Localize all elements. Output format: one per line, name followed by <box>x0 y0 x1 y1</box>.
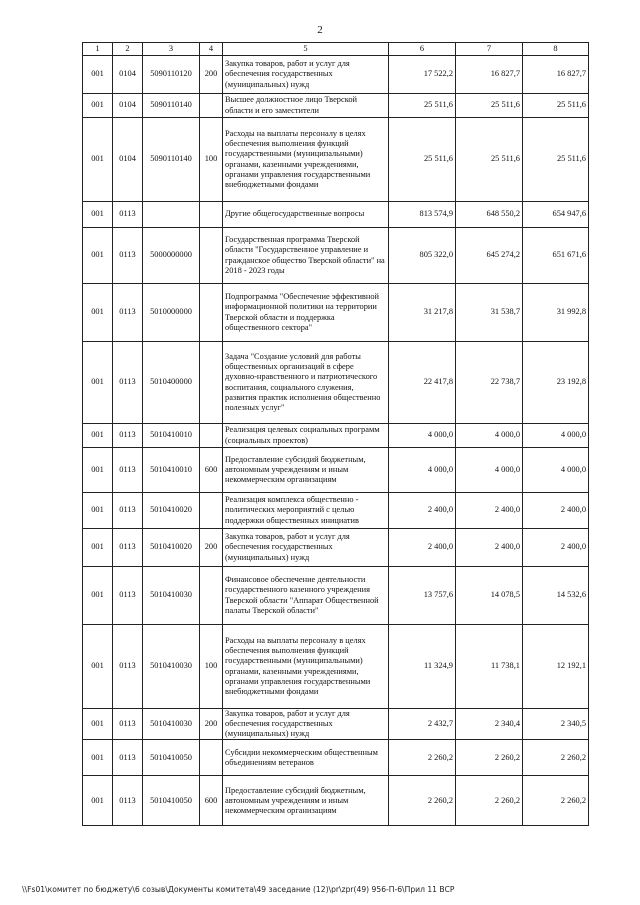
header-col-8: 8 <box>523 43 589 56</box>
description-cell: Высшее должностное лицо Тверской области и его заместители <box>223 94 389 118</box>
section-code-cell: 0113 <box>113 228 143 284</box>
amount-col6-cell: 2 400,0 <box>389 493 456 529</box>
amount-col6-cell: 4 000,0 <box>389 448 456 493</box>
ministry-code-cell: 001 <box>83 202 113 228</box>
expense-type-cell <box>200 493 223 529</box>
amount-col7-cell: 2 260,2 <box>456 776 523 826</box>
expense-type-cell <box>200 424 223 448</box>
amount-col8-cell: 16 827,7 <box>523 56 589 94</box>
target-item-cell: 5010400000 <box>143 342 200 424</box>
header-col-5: 5 <box>223 43 389 56</box>
amount-col6-cell: 2 260,2 <box>389 740 456 776</box>
table-header-row <box>83 43 589 56</box>
table-row <box>83 625 589 709</box>
ministry-code-cell: 001 <box>83 448 113 493</box>
amount-col8-cell: 23 192,8 <box>523 342 589 424</box>
header-col-1: 1 <box>83 43 113 56</box>
target-item-cell: 5010410030 <box>143 567 200 625</box>
amount-col6-cell: 805 322,0 <box>389 228 456 284</box>
expense-type-cell: 100 <box>200 118 223 202</box>
amount-col7-cell: 645 274,2 <box>456 228 523 284</box>
amount-col7-cell: 25 511,6 <box>456 94 523 118</box>
table-row <box>83 776 589 826</box>
target-item-cell: 5010410050 <box>143 776 200 826</box>
section-code-cell: 0113 <box>113 567 143 625</box>
section-code-cell: 0104 <box>113 94 143 118</box>
target-item-cell: 5090110140 <box>143 94 200 118</box>
ministry-code-cell: 001 <box>83 625 113 709</box>
amount-col7-cell: 4 000,0 <box>456 424 523 448</box>
expense-type-cell <box>200 202 223 228</box>
ministry-code-cell: 001 <box>83 342 113 424</box>
expense-type-cell <box>200 284 223 342</box>
budget-table <box>82 42 589 826</box>
amount-col7-cell: 648 550,2 <box>456 202 523 228</box>
amount-col6-cell: 2 432,7 <box>389 709 456 740</box>
section-code-cell: 0104 <box>113 118 143 202</box>
description-cell: Закупка товаров, работ и услуг для обеспечения государственных (муниципальных) нужд <box>223 709 389 740</box>
table-row <box>83 493 589 529</box>
target-item-cell <box>143 202 200 228</box>
description-cell: Реализация целевых социальных программ (социальных проектов) <box>223 424 389 448</box>
section-code-cell: 0113 <box>113 740 143 776</box>
expense-type-cell <box>200 567 223 625</box>
description-cell: Реализация комплекса общественно - политических мероприятий с целью поддержки общественных инициатив <box>223 493 389 529</box>
table-row <box>83 567 589 625</box>
expense-type-cell: 100 <box>200 625 223 709</box>
amount-col8-cell: 14 532,6 <box>523 567 589 625</box>
description-cell: Другие общегосударственные вопросы <box>223 202 389 228</box>
ministry-code-cell: 001 <box>83 56 113 94</box>
target-item-cell: 5010410050 <box>143 740 200 776</box>
ministry-code-cell: 001 <box>83 118 113 202</box>
amount-col8-cell: 12 192,1 <box>523 625 589 709</box>
amount-col7-cell: 2 340,4 <box>456 709 523 740</box>
amount-col8-cell: 25 511,6 <box>523 118 589 202</box>
section-code-cell: 0113 <box>113 342 143 424</box>
ministry-code-cell: 001 <box>83 567 113 625</box>
description-cell: Расходы на выплаты персоналу в целях обеспечения выполнения функций государственными (муниципальными) органами, казенными учреждениями, органами управления государственными внебюджетными фондами <box>223 625 389 709</box>
target-item-cell: 5090110120 <box>143 56 200 94</box>
section-code-cell: 0113 <box>113 424 143 448</box>
header-col-6: 6 <box>389 43 456 56</box>
expense-type-cell: 200 <box>200 709 223 740</box>
table-row <box>83 740 589 776</box>
amount-col8-cell: 651 671,6 <box>523 228 589 284</box>
expense-type-cell <box>200 94 223 118</box>
expense-type-cell: 600 <box>200 776 223 826</box>
amount-col7-cell: 2 400,0 <box>456 529 523 567</box>
target-item-cell: 5010410010 <box>143 424 200 448</box>
header-col-2: 2 <box>113 43 143 56</box>
target-item-cell: 5010410030 <box>143 625 200 709</box>
section-code-cell: 0104 <box>113 56 143 94</box>
table-row <box>83 228 589 284</box>
target-item-cell: 5010410020 <box>143 529 200 567</box>
table-row <box>83 118 589 202</box>
amount-col6-cell: 2 260,2 <box>389 776 456 826</box>
amount-col7-cell: 14 078,5 <box>456 567 523 625</box>
ministry-code-cell: 001 <box>83 424 113 448</box>
section-code-cell: 0113 <box>113 625 143 709</box>
table-row <box>83 202 589 228</box>
amount-col6-cell: 13 757,6 <box>389 567 456 625</box>
amount-col6-cell: 17 522,2 <box>389 56 456 94</box>
amount-col7-cell: 2 400,0 <box>456 493 523 529</box>
amount-col8-cell: 25 511,6 <box>523 94 589 118</box>
description-cell: Расходы на выплаты персоналу в целях обеспечения выполнения функций государственными (муниципальными) органами, казенными учреждениями, органами управления государственными внебюджетными фондами <box>223 118 389 202</box>
amount-col8-cell: 2 400,0 <box>523 493 589 529</box>
amount-col7-cell: 22 738,7 <box>456 342 523 424</box>
amount-col8-cell: 2 260,2 <box>523 776 589 826</box>
amount-col6-cell: 25 511,6 <box>389 118 456 202</box>
ministry-code-cell: 001 <box>83 529 113 567</box>
description-cell: Задача "Создание условий для работы общественных организаций в сфере духовно-нравственного и патриотического воспитания, социального служения, развития практик исполнения общественно полезных услуг" <box>223 342 389 424</box>
ministry-code-cell: 001 <box>83 94 113 118</box>
amount-col6-cell: 813 574,9 <box>389 202 456 228</box>
table-row <box>83 529 589 567</box>
target-item-cell: 5010000000 <box>143 284 200 342</box>
target-item-cell: 5010410030 <box>143 709 200 740</box>
amount-col8-cell: 2 340,5 <box>523 709 589 740</box>
section-code-cell: 0113 <box>113 529 143 567</box>
ministry-code-cell: 001 <box>83 493 113 529</box>
amount-col6-cell: 2 400,0 <box>389 529 456 567</box>
expense-type-cell: 200 <box>200 529 223 567</box>
target-item-cell: 5000000000 <box>143 228 200 284</box>
table-row <box>83 448 589 493</box>
amount-col8-cell: 2 400,0 <box>523 529 589 567</box>
expense-type-cell: 600 <box>200 448 223 493</box>
amount-col8-cell: 2 260,2 <box>523 740 589 776</box>
target-item-cell: 5090110140 <box>143 118 200 202</box>
expense-type-cell <box>200 740 223 776</box>
amount-col8-cell: 654 947,6 <box>523 202 589 228</box>
description-cell: Финансовое обеспечение деятельности государственного казенного учреждения Тверской области "Аппарат Общественной палаты Тверской области" <box>223 567 389 625</box>
document-file-path: \\Fs01\комитет по бюджету\6 созыв\Документы комитета\49 заседание (12)\pr\zpr(49) 956-П-6\Прил 11 ВСР <box>22 885 455 894</box>
target-item-cell: 5010410010 <box>143 448 200 493</box>
ministry-code-cell: 001 <box>83 740 113 776</box>
page-number: 2 <box>317 24 323 36</box>
amount-col6-cell: 22 417,8 <box>389 342 456 424</box>
amount-col6-cell: 4 000,0 <box>389 424 456 448</box>
section-code-cell: 0113 <box>113 284 143 342</box>
section-code-cell: 0113 <box>113 202 143 228</box>
table-row <box>83 94 589 118</box>
expense-type-cell <box>200 228 223 284</box>
table-row <box>83 709 589 740</box>
table-row <box>83 56 589 94</box>
expense-type-cell <box>200 342 223 424</box>
amount-col7-cell: 16 827,7 <box>456 56 523 94</box>
amount-col7-cell: 2 260,2 <box>456 740 523 776</box>
amount-col7-cell: 31 538,7 <box>456 284 523 342</box>
section-code-cell: 0113 <box>113 776 143 826</box>
ministry-code-cell: 001 <box>83 284 113 342</box>
header-col-4: 4 <box>200 43 223 56</box>
description-cell: Субсидии некоммерческим общественным объединениям ветеранов <box>223 740 389 776</box>
section-code-cell: 0113 <box>113 493 143 529</box>
header-col-3: 3 <box>143 43 200 56</box>
amount-col7-cell: 4 000,0 <box>456 448 523 493</box>
amount-col7-cell: 11 738,1 <box>456 625 523 709</box>
description-cell: Закупка товаров, работ и услуг для обеспечения государственных (муниципальных) нужд <box>223 529 389 567</box>
table-row <box>83 284 589 342</box>
description-cell: Предоставление субсидий бюджетным, автономным учреждениям и иным некоммерческим организациям <box>223 776 389 826</box>
amount-col7-cell: 25 511,6 <box>456 118 523 202</box>
amount-col8-cell: 4 000,0 <box>523 424 589 448</box>
section-code-cell: 0113 <box>113 448 143 493</box>
description-cell: Подпрограмма "Обеспечение эффективной информационной политики на территории Тверской области и поддержка общественного сектора" <box>223 284 389 342</box>
amount-col8-cell: 4 000,0 <box>523 448 589 493</box>
amount-col8-cell: 31 992,8 <box>523 284 589 342</box>
section-code-cell: 0113 <box>113 709 143 740</box>
table-row <box>83 424 589 448</box>
amount-col6-cell: 31 217,8 <box>389 284 456 342</box>
target-item-cell: 5010410020 <box>143 493 200 529</box>
ministry-code-cell: 001 <box>83 228 113 284</box>
description-cell: Закупка товаров, работ и услуг для обеспечения государственных (муниципальных) нужд <box>223 56 389 94</box>
amount-col6-cell: 25 511,6 <box>389 94 456 118</box>
description-cell: Предоставление субсидий бюджетным, автономным учреждениям и иным некоммерческим организациям <box>223 448 389 493</box>
header-col-7: 7 <box>456 43 523 56</box>
table-row <box>83 342 589 424</box>
description-cell: Государственная программа Тверской области "Государственное управление и гражданское общество Тверской области" на 2018 - 2023 годы <box>223 228 389 284</box>
ministry-code-cell: 001 <box>83 776 113 826</box>
ministry-code-cell: 001 <box>83 709 113 740</box>
amount-col6-cell: 11 324,9 <box>389 625 456 709</box>
expense-type-cell: 200 <box>200 56 223 94</box>
